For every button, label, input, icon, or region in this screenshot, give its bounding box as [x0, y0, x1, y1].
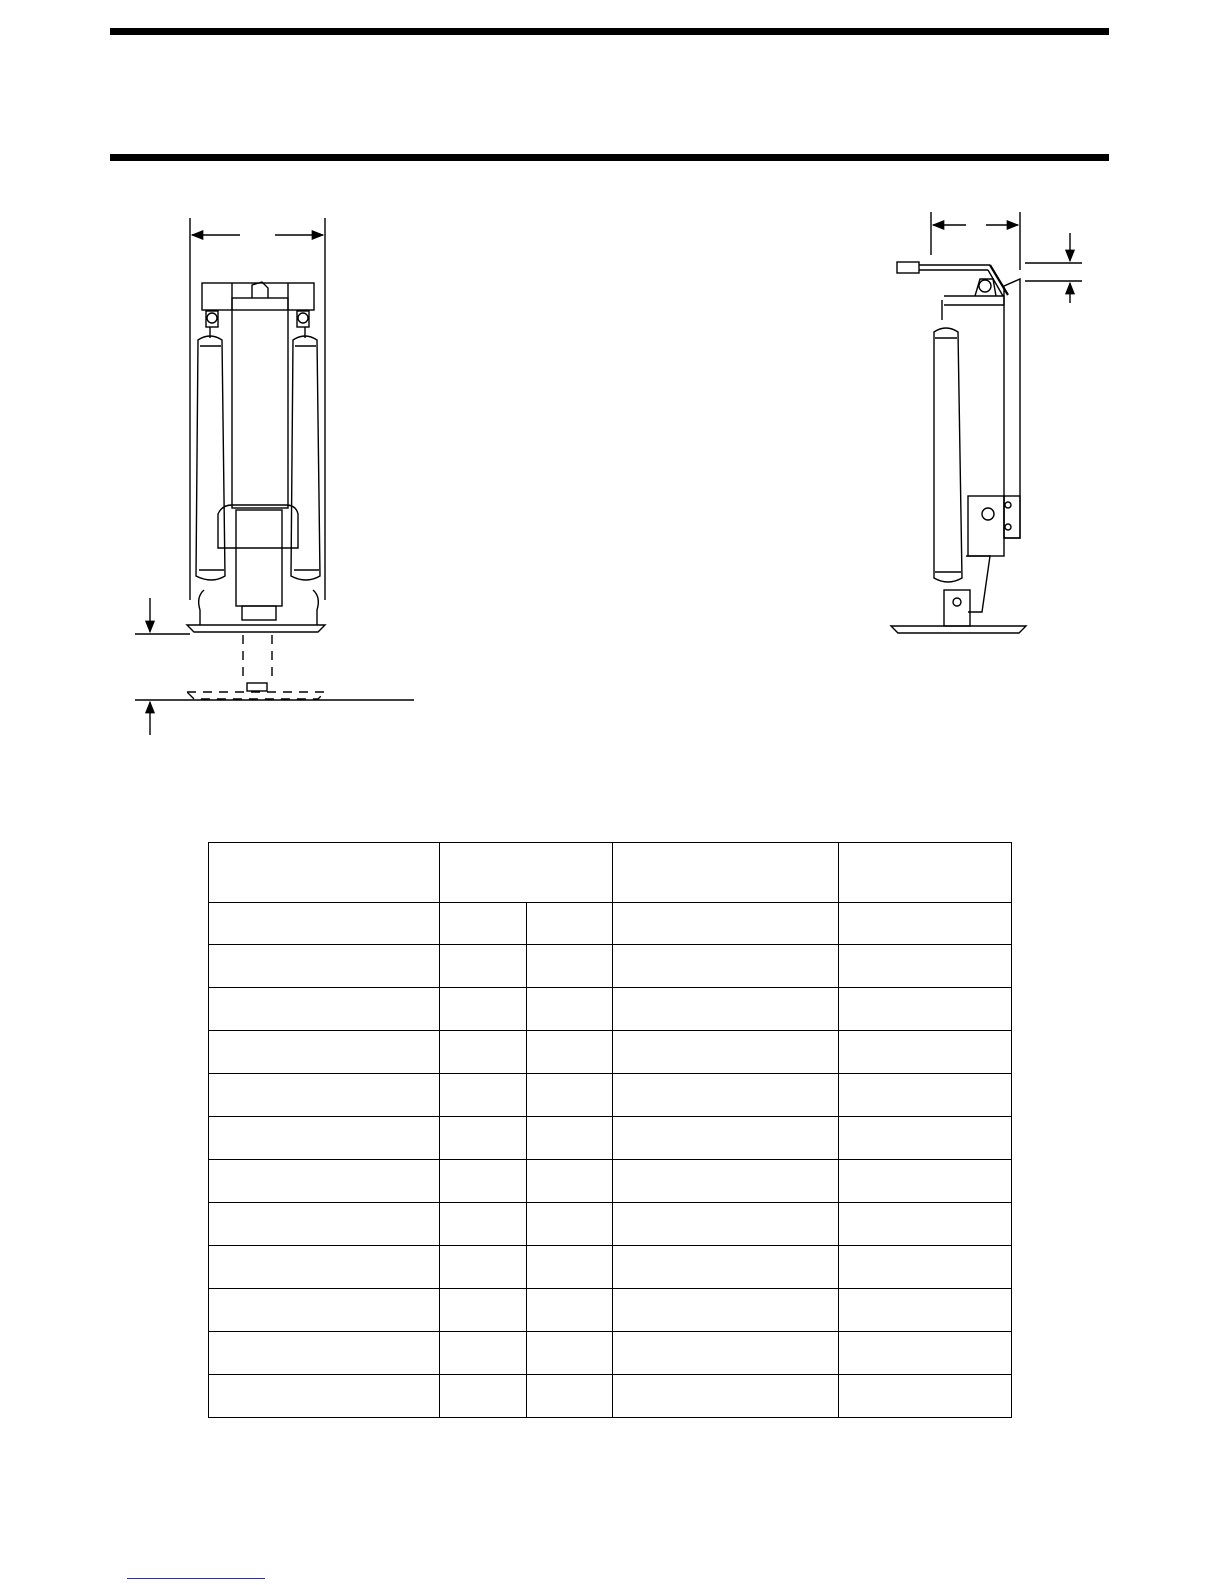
- table-cell: [209, 1375, 440, 1418]
- table-cell: [440, 903, 527, 945]
- side-width-dimension: [931, 212, 1020, 270]
- table-cell: [527, 1332, 613, 1375]
- table-row: [209, 1031, 1012, 1074]
- table-cell: [209, 1246, 440, 1289]
- table-cell: [440, 1332, 527, 1375]
- table-cell: [527, 903, 613, 945]
- table-cell: [209, 1031, 440, 1074]
- table-cell: [527, 1375, 613, 1418]
- table-cell: [527, 1074, 613, 1117]
- table-cell: [527, 1246, 613, 1289]
- table-row: [209, 1375, 1012, 1418]
- table-cell: [839, 1375, 1012, 1418]
- left-spring: [196, 327, 225, 580]
- table-cell: [440, 1031, 527, 1074]
- table-cell: [613, 1203, 839, 1246]
- side-view-drawing: [891, 212, 1082, 633]
- table-row: [209, 1246, 1012, 1289]
- footer-link[interactable]: [127, 1578, 265, 1579]
- table-row: [209, 1332, 1012, 1375]
- table-cell: [527, 988, 613, 1031]
- table-cell: [839, 988, 1012, 1031]
- table-header-row: [209, 843, 1012, 903]
- table-cell: [613, 1375, 839, 1418]
- table-cell: [209, 1117, 440, 1160]
- table-cell: [440, 1117, 527, 1160]
- table-cell: [527, 1031, 613, 1074]
- table-cell: [527, 1160, 613, 1203]
- table-cell: [613, 988, 839, 1031]
- table-cell: [613, 1117, 839, 1160]
- table-cell: [209, 988, 440, 1031]
- table-cell: [209, 1160, 440, 1203]
- table-cell: [839, 1246, 1012, 1289]
- table-cell: [440, 1375, 527, 1418]
- table-cell: [613, 1074, 839, 1117]
- table-cell: [613, 903, 839, 945]
- table-cell: [839, 1031, 1012, 1074]
- front-width-dimension: [190, 218, 325, 600]
- table-row: [209, 1160, 1012, 1203]
- table-cell: [440, 945, 527, 988]
- table-header-cell: [613, 843, 839, 903]
- table-cell: [839, 1203, 1012, 1246]
- table-cell: [613, 1031, 839, 1074]
- table-row: [209, 945, 1012, 988]
- table-cell: [440, 1289, 527, 1332]
- front-view-drawing: [135, 218, 414, 735]
- table-cell: [839, 1117, 1012, 1160]
- table-row: [209, 1203, 1012, 1246]
- table-cell: [527, 945, 613, 988]
- table-cell: [839, 1074, 1012, 1117]
- spec-table: [208, 842, 1012, 1418]
- table-row: [209, 903, 1012, 945]
- table-cell: [440, 1074, 527, 1117]
- table-header-cell: [839, 843, 1012, 903]
- table-row: [209, 1289, 1012, 1332]
- table-cell: [839, 1332, 1012, 1375]
- table-cell: [613, 1246, 839, 1289]
- table-cell: [613, 1289, 839, 1332]
- table-cell: [440, 1203, 527, 1246]
- table-row: [209, 988, 1012, 1031]
- table-cell: [839, 1289, 1012, 1332]
- table-header-cell: [440, 843, 613, 903]
- table-row: [209, 1117, 1012, 1160]
- table-cell: [440, 1246, 527, 1289]
- table-cell: [209, 903, 440, 945]
- right-spring: [291, 327, 320, 580]
- table-cell: [839, 1160, 1012, 1203]
- table-cell: [613, 1160, 839, 1203]
- table-cell: [440, 988, 527, 1031]
- table-cell: [527, 1117, 613, 1160]
- table-cell: [839, 903, 1012, 945]
- table-header-cell: [209, 843, 440, 903]
- table-cell: [209, 1203, 440, 1246]
- table-cell: [527, 1289, 613, 1332]
- table-row: [209, 1074, 1012, 1117]
- table-cell: [613, 945, 839, 988]
- table-cell: [839, 945, 1012, 988]
- table-cell: [613, 1332, 839, 1375]
- table-cell: [209, 945, 440, 988]
- table-cell: [209, 1332, 440, 1375]
- table-cell: [527, 1203, 613, 1246]
- side-height-dimension: [1025, 233, 1082, 303]
- table-cell: [209, 1289, 440, 1332]
- table-cell: [440, 1160, 527, 1203]
- table-cell: [209, 1074, 440, 1117]
